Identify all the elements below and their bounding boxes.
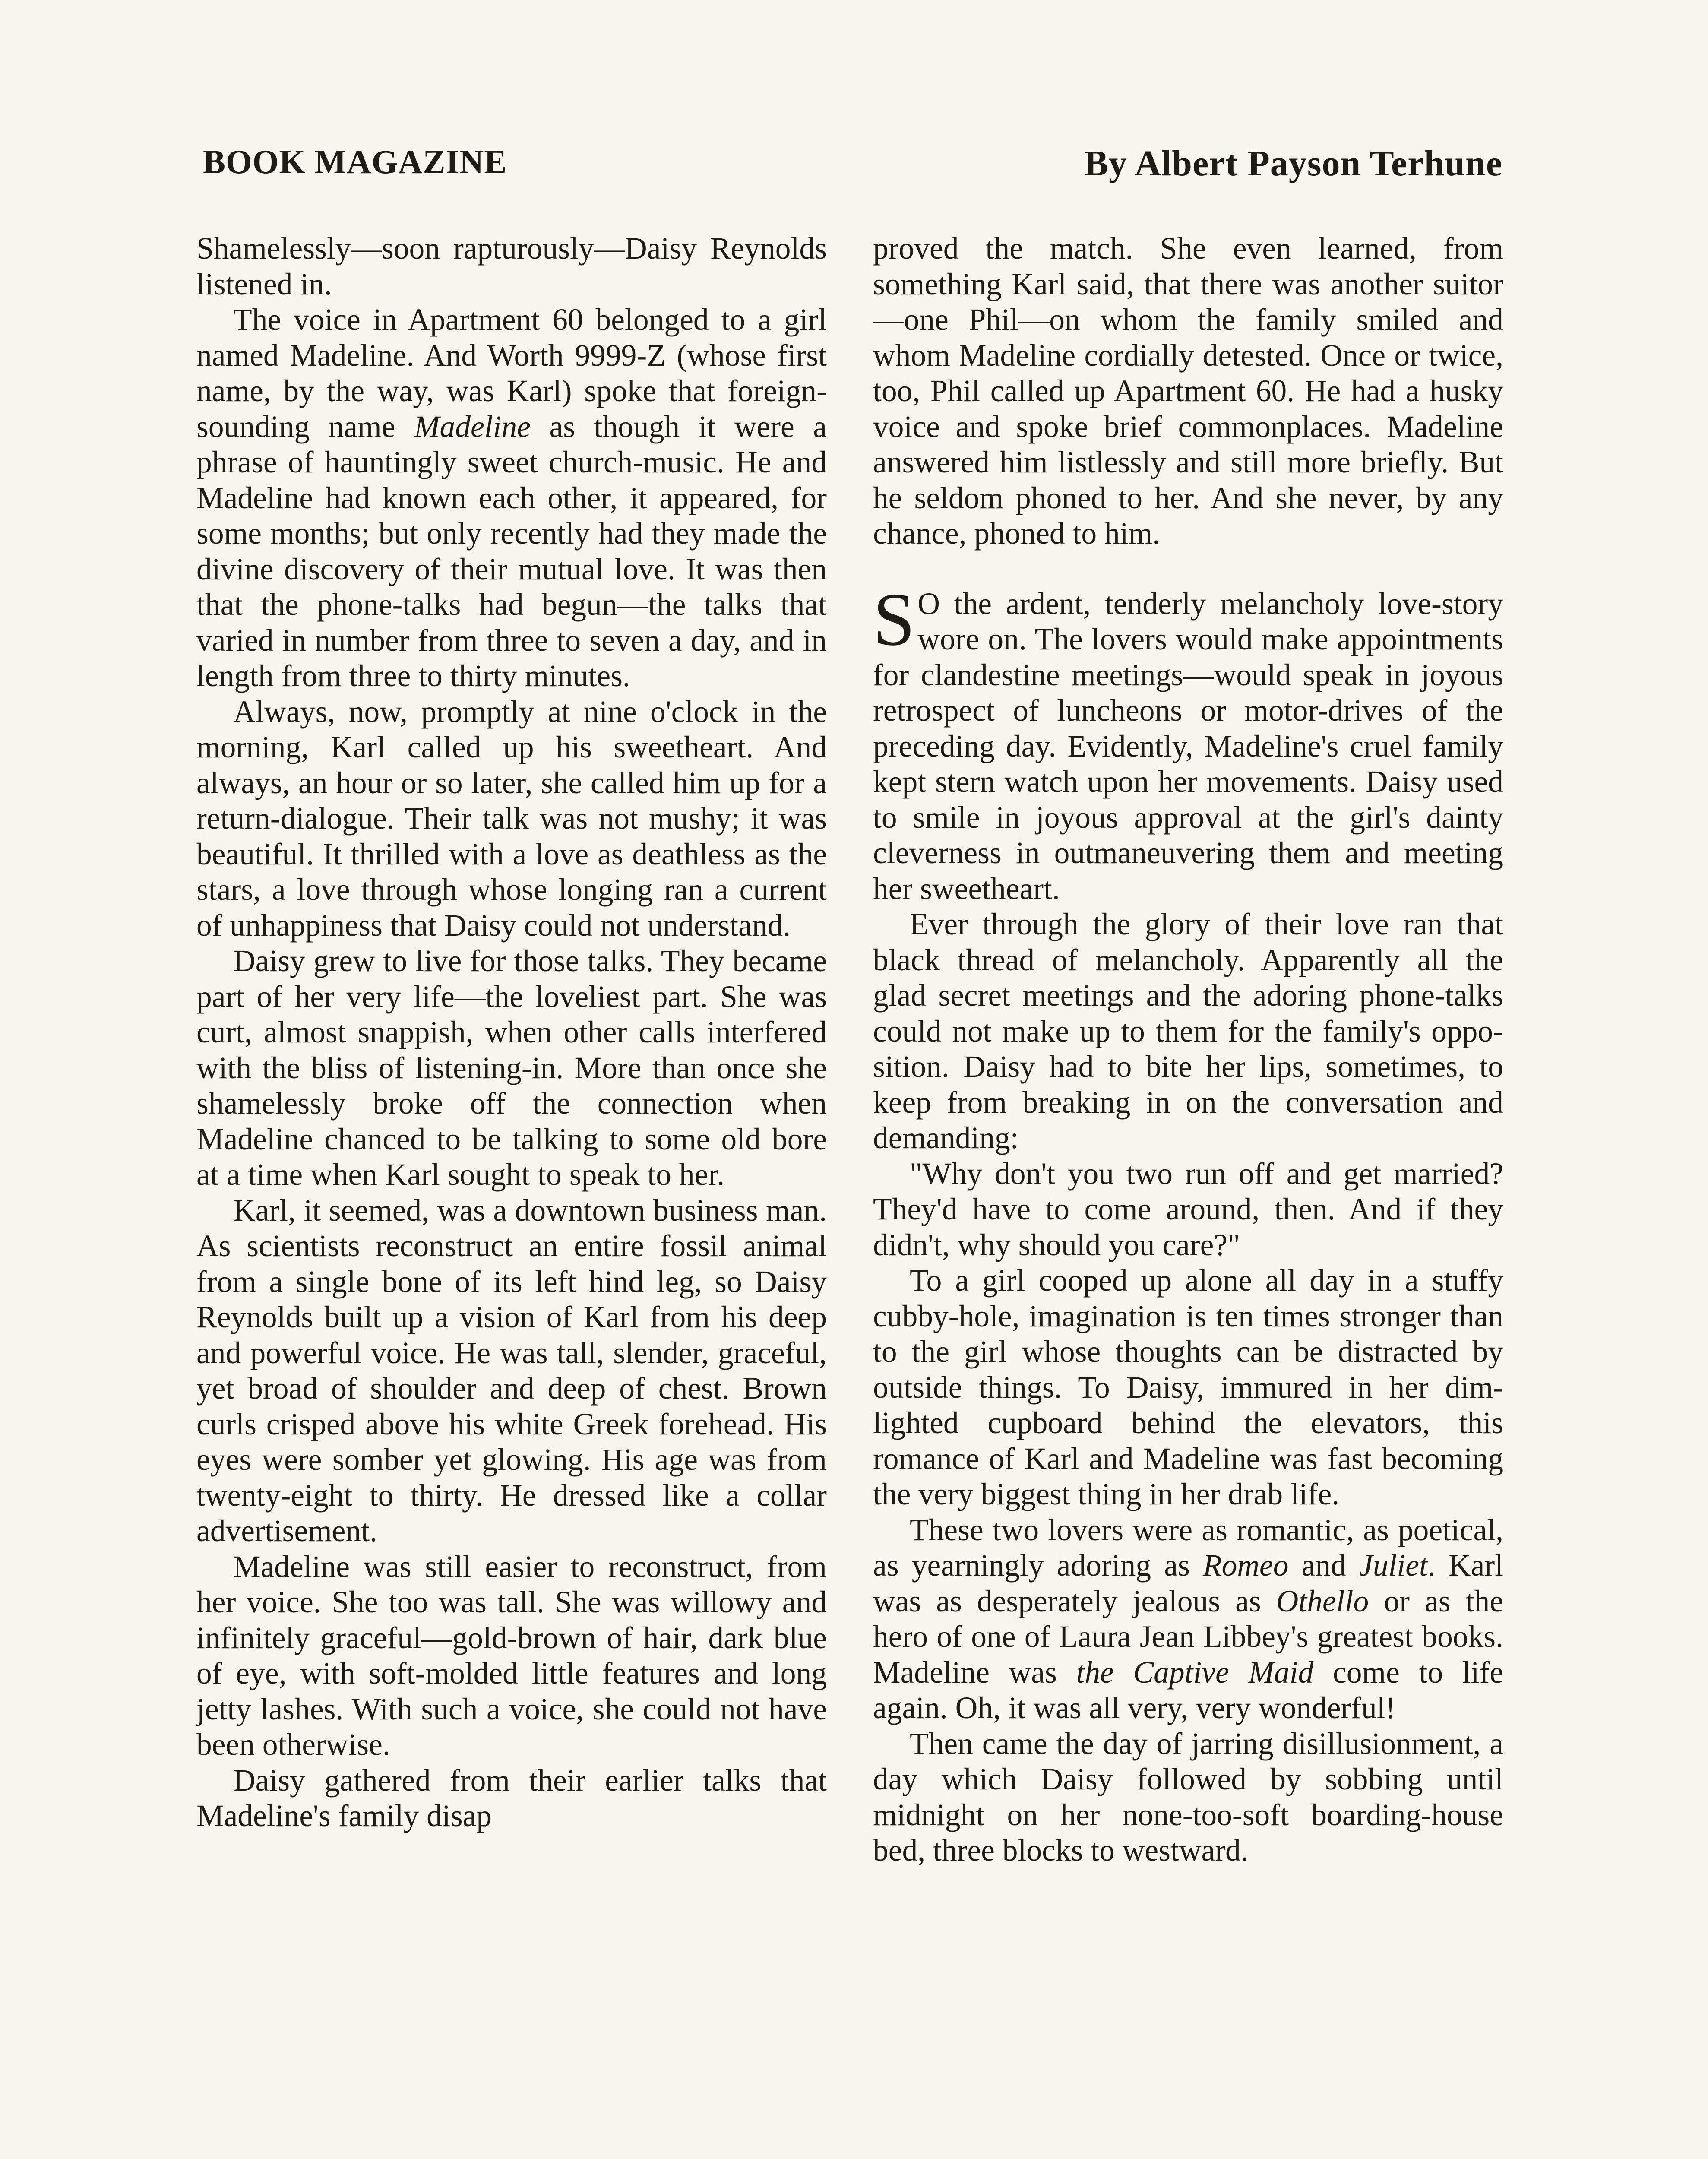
italic-text: Othello bbox=[1276, 1584, 1369, 1618]
text-run: The voice in Apartment 60 belonged to a girl named Madeline. And Worth 9999-Z (whose first name, by the way, was Karl) spoke that foreign-sounding name bbox=[196, 303, 827, 444]
section-paragraph bbox=[873, 577, 1503, 907]
right-column bbox=[873, 231, 1503, 1869]
text-run: as though it were a phrase of hauntingly sweet church-music. He and Madeline had known each other, it appeared, for some months; but only recently had they made the divine discovery of their mutual love. It was then that the phone-talks had begun—the talks that varied in number from three to seven a day, and in length from three to thirty minutes. bbox=[196, 409, 827, 693]
paragraph: Daisy grew to live for those talks. They became part of her very life—the loveliest part. She was curt, almost snappish, when other calls interfered with the bliss of listening-in. More than once she shamelessly broke off the connection when Madeline chanced to be talking to some old bore at a time when Karl sought to speak to her. bbox=[196, 944, 827, 1192]
left-column bbox=[196, 231, 827, 1834]
author-byline: By Albert Payson Terhune bbox=[1084, 143, 1502, 184]
running-head bbox=[203, 142, 1502, 194]
paragraph: proved the match. She even learned, from something Karl said, that there was another suitor—one Phil—on whom the family smiled and whom Madeline cordially detested. Once or twice, too, Phil called up Apartment 60. He had a husky voice and spoke brief commonplaces. Madeline answered him listlessly and still more briefly. But he seldom phoned to her. And she never, by any chance, phoned to him. bbox=[873, 231, 1503, 551]
drop-cap: S bbox=[873, 577, 915, 661]
text-run: O the ardent, tenderly melancholy love-story wore on. The lovers would make appointments for clandestine meetings—would speak in joyous retrospect of luncheons or motor-drives of the preceding day. Evidently, Madeline's cruel family kept stern watch upon her movements. Daisy used to smile in joyous approval at the girl's dainty cleverness in outmaneuvering them and meeting her sweetheart. bbox=[873, 586, 1503, 906]
italic-text: Juliet bbox=[1359, 1548, 1428, 1583]
text-run: and bbox=[1288, 1548, 1360, 1583]
paragraph: Daisy gathered from their earlier talks that Madeline's family disap bbox=[196, 1763, 827, 1833]
paragraph bbox=[196, 302, 827, 694]
paragraph bbox=[873, 1513, 1503, 1726]
paragraph: Madeline was still easier to reconstruct, from her voice. She too was tall. She was willowy and infinitely graceful—gold-brown of hair, dark blue of eye, with soft-molded little features and long jetty lashes. With such a voice, she could not have been otherwise. bbox=[196, 1549, 827, 1762]
italic-text: the Captive Maid bbox=[1076, 1655, 1314, 1690]
paragraph: Karl, it seemed, was a downtown business man. As scientists reconstruct an entire fossil animal from a single bone of its left hind leg, so Daisy Reynolds built up a vision of Karl from his deep and powerful voice. He was tall, slender, graceful, yet broad of shoulder and deep of chest. Brown curls crisped above his white Greek forehead. His eyes were somber yet glowing. His age was from twenty-eight to thirty. He dressed like a collar advertisement. bbox=[196, 1193, 827, 1548]
text-run: . Karl was as desperately jealous as bbox=[873, 1548, 1503, 1618]
italic-text: Romeo bbox=[1202, 1548, 1289, 1583]
paragraph: To a girl cooped up alone all day in a stuffy cubby-hole, imagination is ten times stronger than to the girl whose thoughts can be distracted by outside things. To Daisy, immured in her dim-lighted cupboard behind the elevators, this romance of Karl and Madeline was fast becoming the very biggest thing in her drab life. bbox=[873, 1263, 1503, 1511]
text-run: These two lovers were as romantic, as poetical, as yearningly adoring as bbox=[873, 1513, 1503, 1583]
text-run: come to life again. Oh, it was all very, very wonderful! bbox=[873, 1655, 1503, 1725]
text-run: or as the hero of one of Laura Jean Libbey's greatest books. Madeline was bbox=[873, 1584, 1503, 1690]
italic-text: Madeline bbox=[414, 409, 531, 444]
paragraph: Then came the day of jarring disillusionment, a day which Daisy followed by sobbing until midnight on her none-too-soft boarding-house bed, three blocks to westward. bbox=[873, 1726, 1503, 1868]
magazine-title: BOOK MAGAZINE bbox=[203, 143, 507, 180]
paragraph: "Why don't you two run off and get married? They'd have to come around, then. And if they didn't, why should you care?" bbox=[873, 1156, 1503, 1262]
paragraph: Always, now, promptly at nine o'clock in the morning, Karl called up his sweetheart. And always, an hour or so later, she called him up for a return-dialogue. Their talk was not mushy; it was beautiful. It thrilled with a love as deathless as the stars, a love through whose longing ran a current of unhappiness that Daisy could not understand. bbox=[196, 694, 827, 943]
paragraph: Shamelessly—soon rapturously—Daisy Reynolds listened in. bbox=[196, 231, 827, 301]
paragraph: Ever through the glory of their love ran that black thread of melancholy. Apparently all the glad secret meetings and the adoring phone-talks could not make up to them for the family's opposition. Daisy had to bite her lips, sometimes, to keep from breaking in on the conversation and demanding: bbox=[873, 907, 1503, 1155]
